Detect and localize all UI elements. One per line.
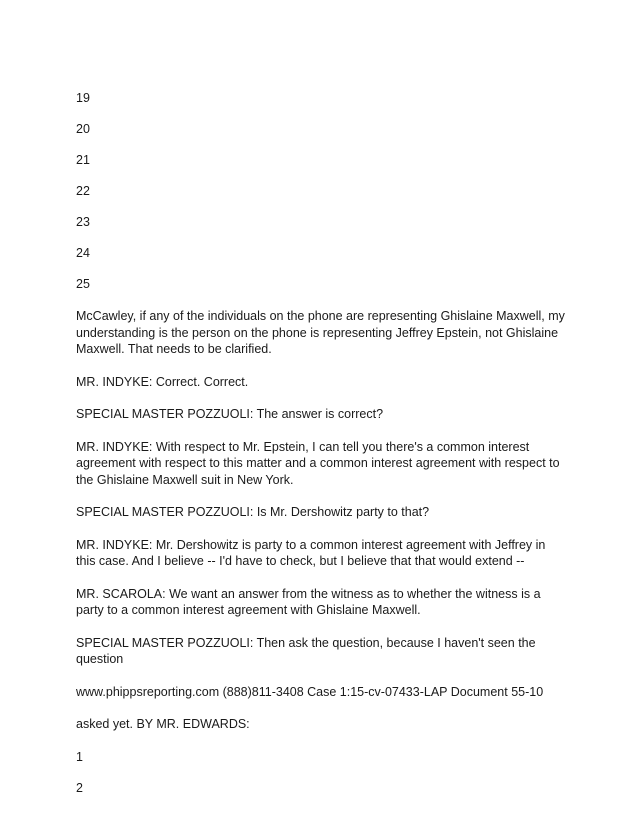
line-number-block-top bbox=[76, 90, 568, 292]
transcript-page bbox=[76, 90, 568, 811]
line-number: 2 bbox=[76, 780, 83, 795]
line-number: 25 bbox=[76, 277, 90, 291]
line-number: 20 bbox=[76, 122, 90, 136]
transcript-paragraph: MR. INDYKE: Mr. Dershowitz is party to a common interest agreement with Jeffrey in this case. And I believe -- I'd have to check, but I believe that that would extend -- bbox=[76, 537, 546, 568]
transcript-paragraph: MR. INDYKE: With respect to Mr. Epstein, I can tell you there's a common interest agreement with respect to this matter and a common interest agreement with respect to the Ghislaine Maxwell suit in New York. bbox=[76, 439, 560, 487]
transcript-paragraph: MR. INDYKE: Correct. Correct. bbox=[76, 374, 249, 389]
line-number: 1 bbox=[76, 749, 83, 764]
transcript-paragraph: SPECIAL MASTER POZZUOLI: The answer is correct? bbox=[76, 407, 384, 421]
transcript-paragraph: SPECIAL MASTER POZZUOLI: Is Mr. Dershowitz party to that? bbox=[76, 505, 430, 519]
transcript-paragraph: asked yet. BY MR. EDWARDS: bbox=[76, 717, 250, 731]
line-number: 23 bbox=[76, 215, 90, 229]
line-number: 21 bbox=[76, 153, 90, 167]
transcript-paragraph: MR. SCAROLA: We want an answer from the witness as to whether the witness is a party to a common interest agreement with Ghislaine Maxwell. bbox=[76, 586, 541, 617]
transcript-body bbox=[76, 308, 568, 733]
transcript-paragraph: SPECIAL MASTER POZZUOLI: Then ask the question, because I haven't seen the question bbox=[76, 635, 536, 666]
line-number: 24 bbox=[76, 246, 90, 260]
line-number: 19 bbox=[76, 91, 90, 105]
line-number: 22 bbox=[76, 184, 90, 198]
transcript-paragraph: McCawley, if any of the individuals on the phone are representing Ghislaine Maxwell, my understanding is the person on the phone is representing Jeffrey Epstein, not Ghislaine Maxwell. That needs to be clarified. bbox=[76, 309, 565, 356]
page-footer-text: www.phippsreporting.com (888)811-3408 Case 1:15-cv-07433-LAP Document 55-10 bbox=[76, 684, 544, 699]
line-number-block-bottom bbox=[76, 749, 568, 796]
